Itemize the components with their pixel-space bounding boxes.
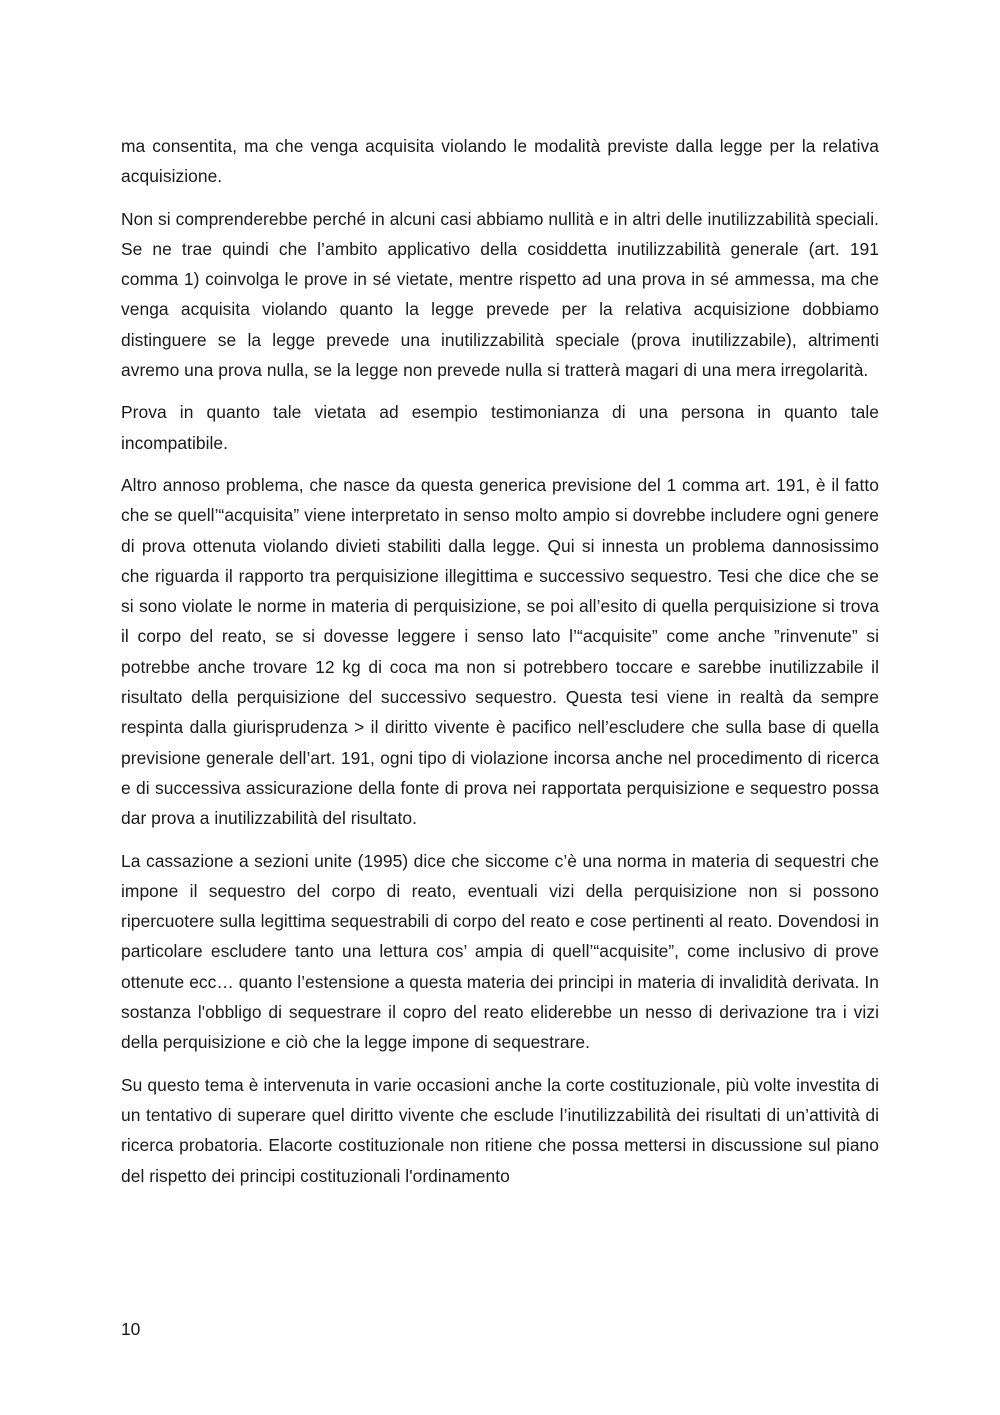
- page-body: [121, 131, 879, 1203]
- page-number: 10: [121, 1319, 141, 1339]
- paragraph-5: La cassazione a sezioni unite (1995) dice che siccome c’è una norma in materia di sequestri che impone il sequestro del corpo di reato, eventuali vizi della perquisizione non si possono ripercuotere sulla legittima sequestrabili di corpo del reato e cose pertinenti al reato. Dovendosi in particolare escludere tanto una lettura cos’ ampia di quell’“acquisite”, come inclusivo di prove ottenute ecc… quanto l’estensione a questa materia dei principi in materia di invalidità derivata. In sostanza l'obbligo di sequestrare il copro del reato eliderebbe un nesso di derivazione tra i vizi della perquisizione e ciò che la legge impone di sequestrare.: [121, 850, 879, 1053]
- paragraph-6: Su questo tema è intervenuta in varie occasioni anche la corte costituzionale, più volte investita di un tentativo di superare quel diritto vivente che esclude l’inutilizzabilità dei risultati di un’attività di ricerca probatoria. Elacorte costituzionale non ritiene che possa mettersi in discussione sul piano del rispetto dei principi costituzionali l'ordinamento: [121, 1074, 879, 1186]
- paragraph-2: Non si comprenderebbe perché in alcuni casi abbiamo nullità e in altri delle inutilizzabilità speciali. Se ne trae quindi che l’ambito applicativo della cosiddetta inutilizzabilità generale (art. 191 comma 1) coinvolga le prove in sé vietate, mentre rispetto ad una prova in sé ammessa, ma che venga acquisita violando quanto la legge prevede per la relativa acquisizione dobbiamo distinguere se la legge prevede una inutilizzabilità speciale (prova inutilizzabile), altrimenti avremo una prova nulla, se la legge non prevede nulla si tratterà magari di una mera irregolarità.: [121, 208, 879, 381]
- paragraph-1: ma consentita, ma che venga acquisita violando le modalità previste dalla legge per la relativa acquisizione.: [121, 136, 879, 187]
- paragraph-4: Altro annoso problema, che nasce da questa generica previsione del 1 comma art. 191, è il fatto che se quell’“acquisita” viene interpretato in senso molto ampio si dovrebbe includere ogni genere di prova ottenuta violando divieti stabiliti dalla legge. Qui si innesta un problema dannosissimo che riguarda il rapporto tra perquisizione illegittima e successivo sequestro. Tesi che dice che se si sono violate le norme in materia di perquisizione, se poi all’esito di quella perquisizione si trova il corpo del reato, se si dovesse leggere i senso lato l’“acquisite” come anche ”rinvenute” si potrebbe anche trovare 12 kg di coca ma non si potrebbero toccare e sarebbe inutilizzabile il risultato della perquisizione del successivo sequestro. Questa tesi viene in realtà da sempre respinta dalla giurisprudenza > il diritto vivente è pacifico nell’escludere che sulla base di quella previsione generale dell’art. 191, ogni tipo di violazione incorsa anche nel procedimento di ricerca e di successiva assicurazione della fonte di prova nei rapportata perquisizione e sequestro possa dar prova a inutilizzabilità del risultato.: [121, 474, 879, 829]
- paragraph-3: Prova in quanto tale vietata ad esempio testimonianza di una persona in quanto tale incompatibile.: [121, 402, 879, 453]
